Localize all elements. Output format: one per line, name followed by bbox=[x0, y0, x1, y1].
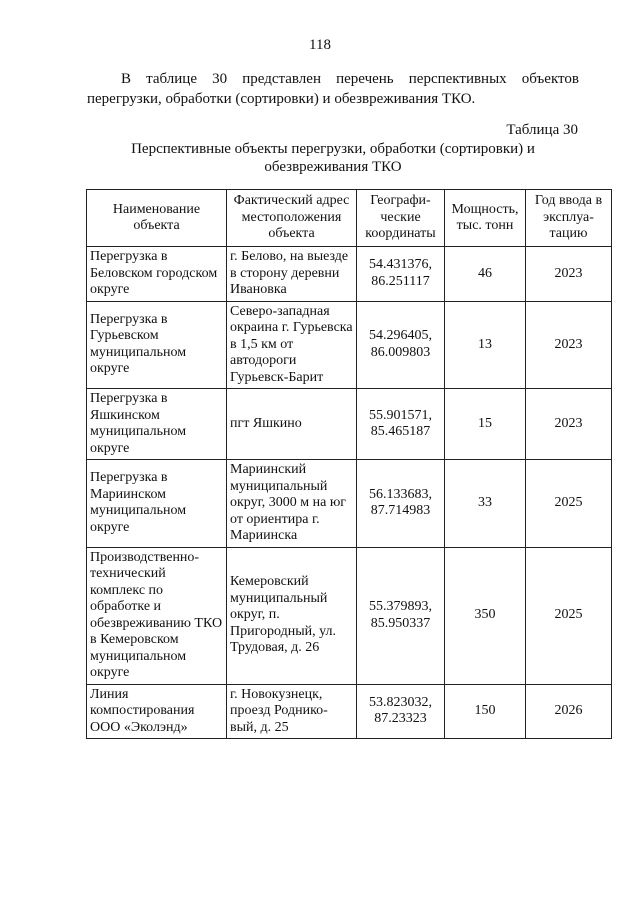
cell-coords bbox=[357, 247, 445, 302]
cell-name: Перегрузка в Яшкинском муниципальном округе bbox=[87, 389, 227, 460]
table-header-row bbox=[87, 190, 612, 247]
cell-address: Кемеровский муниципальный округ, п. Пригородный, ул. Трудовая, д. 26 bbox=[227, 547, 357, 684]
cell-coords bbox=[357, 684, 445, 739]
table-title-line-1: Перспективные объекты перегрузки, обработки (сортировки) и bbox=[131, 141, 535, 157]
cell-capacity: 350 bbox=[445, 547, 526, 684]
cell-year: 2026 bbox=[526, 684, 612, 739]
cell-address: Мариинский муниципальный округ, 3000 м на юг от ориентира г. Мариинска bbox=[227, 460, 357, 548]
table-row bbox=[87, 460, 612, 548]
cell-latitude: 54.431376, bbox=[369, 257, 432, 273]
cell-longitude: 85.465187 bbox=[370, 424, 431, 439]
cell-coords bbox=[357, 389, 445, 460]
table-row bbox=[87, 547, 612, 684]
cell-name: Перегрузка в Беловском городском округе bbox=[87, 247, 227, 302]
cell-coords bbox=[357, 460, 445, 548]
cell-address: г. Новокузнецк, проезд Роднико-вый, д. 25 bbox=[227, 684, 357, 739]
table-row bbox=[87, 389, 612, 460]
cell-longitude: 86.009803 bbox=[370, 344, 431, 360]
cell-latitude: 54.296405, bbox=[369, 328, 432, 344]
table-row bbox=[87, 247, 612, 302]
table-label: Таблица 30 bbox=[506, 122, 578, 138]
cell-latitude: 56.133683, bbox=[369, 486, 432, 502]
cell-year: 2023 bbox=[526, 389, 612, 460]
cell-capacity: 15 bbox=[445, 389, 526, 460]
header-address: Фактический адрес местоположения объекта bbox=[227, 190, 357, 247]
intro-paragraph: В таблице 30 представлен перечень перспективных объектов перегрузки, обработки (сортировки) и обезвреживания ТКО. bbox=[87, 71, 579, 107]
table-title-line-2: обезвреживания ТКО bbox=[264, 159, 402, 175]
cell-name: Перегрузка в Гурьевском муниципальном округе bbox=[87, 301, 227, 389]
page-number: 118 bbox=[309, 37, 331, 53]
facilities-table bbox=[86, 189, 612, 739]
cell-capacity: 13 bbox=[445, 301, 526, 389]
cell-latitude: 55.379893, bbox=[369, 599, 432, 614]
cell-address: г. Белово, на выезде в сторону деревни Ивановка bbox=[227, 247, 357, 302]
cell-longitude: 87.23323 bbox=[374, 711, 427, 727]
header-year: Год ввода в эксплуа-тацию bbox=[526, 190, 612, 247]
cell-capacity: 150 bbox=[445, 684, 526, 739]
cell-year: 2025 bbox=[526, 547, 612, 684]
cell-longitude: 86.251117 bbox=[371, 273, 430, 289]
cell-capacity: 33 bbox=[445, 460, 526, 548]
header-name: Наименование объекта bbox=[87, 190, 227, 247]
cell-year: 2023 bbox=[526, 301, 612, 389]
cell-address: Северо-западная окраина г. Гурьевска в 1,5 км от автодороги Гурьевск-Барит bbox=[227, 301, 357, 389]
cell-name: Перегрузка в Мариинском муниципальном округе bbox=[87, 460, 227, 548]
cell-longitude: 85.950337 bbox=[370, 615, 431, 631]
cell-address: пгт Яшкино bbox=[227, 389, 357, 460]
table-title bbox=[87, 140, 579, 176]
cell-coords bbox=[357, 547, 445, 684]
cell-latitude: 53.823032, bbox=[369, 694, 432, 710]
table-row bbox=[87, 684, 612, 739]
cell-longitude: 87.714983 bbox=[370, 503, 431, 519]
header-capacity: Мощность, тыс. тонн bbox=[445, 190, 526, 247]
cell-coords bbox=[357, 301, 445, 389]
cell-name: Производственно-технический комплекс по обработке и обезвреживанию ТКО в Кемеровском муниципальном округе bbox=[87, 547, 227, 684]
cell-name: Линия компостирования ООО «Эколэнд» bbox=[87, 684, 227, 739]
cell-year: 2025 bbox=[526, 460, 612, 548]
cell-latitude: 55.901571, bbox=[369, 407, 432, 423]
table-row bbox=[87, 301, 612, 389]
cell-year: 2023 bbox=[526, 247, 612, 302]
cell-capacity: 46 bbox=[445, 247, 526, 302]
header-coords: Географи-ческие координаты bbox=[357, 190, 445, 247]
